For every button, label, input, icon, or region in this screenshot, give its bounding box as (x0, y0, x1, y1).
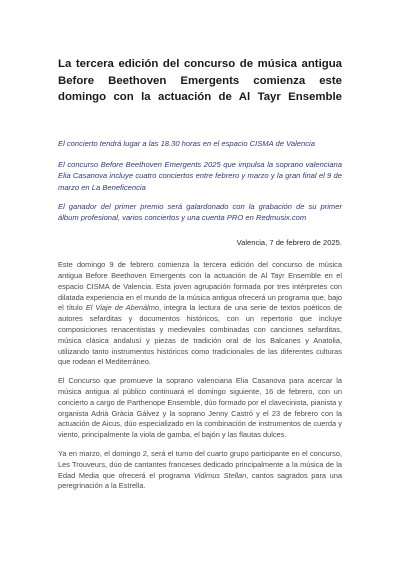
body-section (58, 260, 342, 492)
body-paragraph-1-text-a: Este domingo 9 de febrero comienza la tercera edición del concurso de música antigua Before Beethoven Emergents con la actuación de Al Tayr Ensemble en el espacio CISMA de Valencia. Esta joven agrupación formada por tres intérpretes con dilatada experiencia en el mundo de la música antigua ofrecerá un programa que, bajo el título (58, 260, 342, 313)
program-title-abenalmo: El Viaje de Abenálmo (85, 303, 159, 313)
intro-paragraph-2: El concurso Before Beethoven Emergents 2025 que impulsa la soprano valenciana Elia Casanova incluye cuatro conciertos entre febrero y marzo y la gran final el 9 de marzo en La Beneficencia (58, 160, 342, 192)
body-paragraph-2: El Concurso que promueve la soprano valenciana Elia Casanova para acercar la música antigua al público continuará el domingo siguiente, 16 de febrero, con un concierto a cargo de Parthenope Ensemble, dúo formado por el clavecinista, pianista y organista Adrià Gràcia Gálvez y la soprano Jenny Castró y el 23 de febrero con la actuación de Aicus, dúo especializado en la combinación de instrumentos de cuerda y viento, principalmente la viola de gamba, el bajón y las flautas dulces. (58, 376, 342, 440)
program-title-vidimus: Vidimus Stellan (193, 470, 247, 480)
body-paragraph-3-text-b: , cantos sagrados para una peregrinación a la Estrella. (58, 470, 342, 491)
page-title: La tercera edición del concurso de música antigua Before Beethoven Emergents comienza este domingo con la actuación de Al Tayr Ensemble (58, 58, 342, 103)
body-paragraph-1 (58, 260, 342, 368)
body-paragraph-1-text-b: , integra la lectura de una serie de textos poéticos de autores sefarditas y documentos históricos, con un repertorio que incluye composiciones renacentistas y medievales combinadas con canciones sefarditas, música clásica andalusí y piezas de tradición oral de los Balcanes y Anatolia, utilizando tanto instrumentos históricos como tradicionales de las diferentes culturas que rodean el Mediterráneo. (58, 303, 342, 367)
body-paragraph-3-text-a: Ya en marzo, el domingo 2, será el turno del cuarto grupo participante en el concurso, Les Trouveurs, dúo de cantantes franceses dedicado principalmente a la música de la Edad Media que ofrecerá el programa (58, 448, 342, 480)
dateline: Valencia, 7 de febrero de 2025. (236, 238, 342, 248)
intro-section (58, 138, 342, 223)
intro-paragraph-3: El ganador del primer premio será galardonado con la grabación de su primer álbum profesional, varios conciertos y una cuenta PRO en Redmusix.com (58, 201, 342, 223)
intro-paragraph-1: El concierto tendrá lugar a las 18.30 horas en el espacio CISMA de Valencia (58, 139, 315, 148)
body-paragraph-3 (58, 449, 342, 492)
